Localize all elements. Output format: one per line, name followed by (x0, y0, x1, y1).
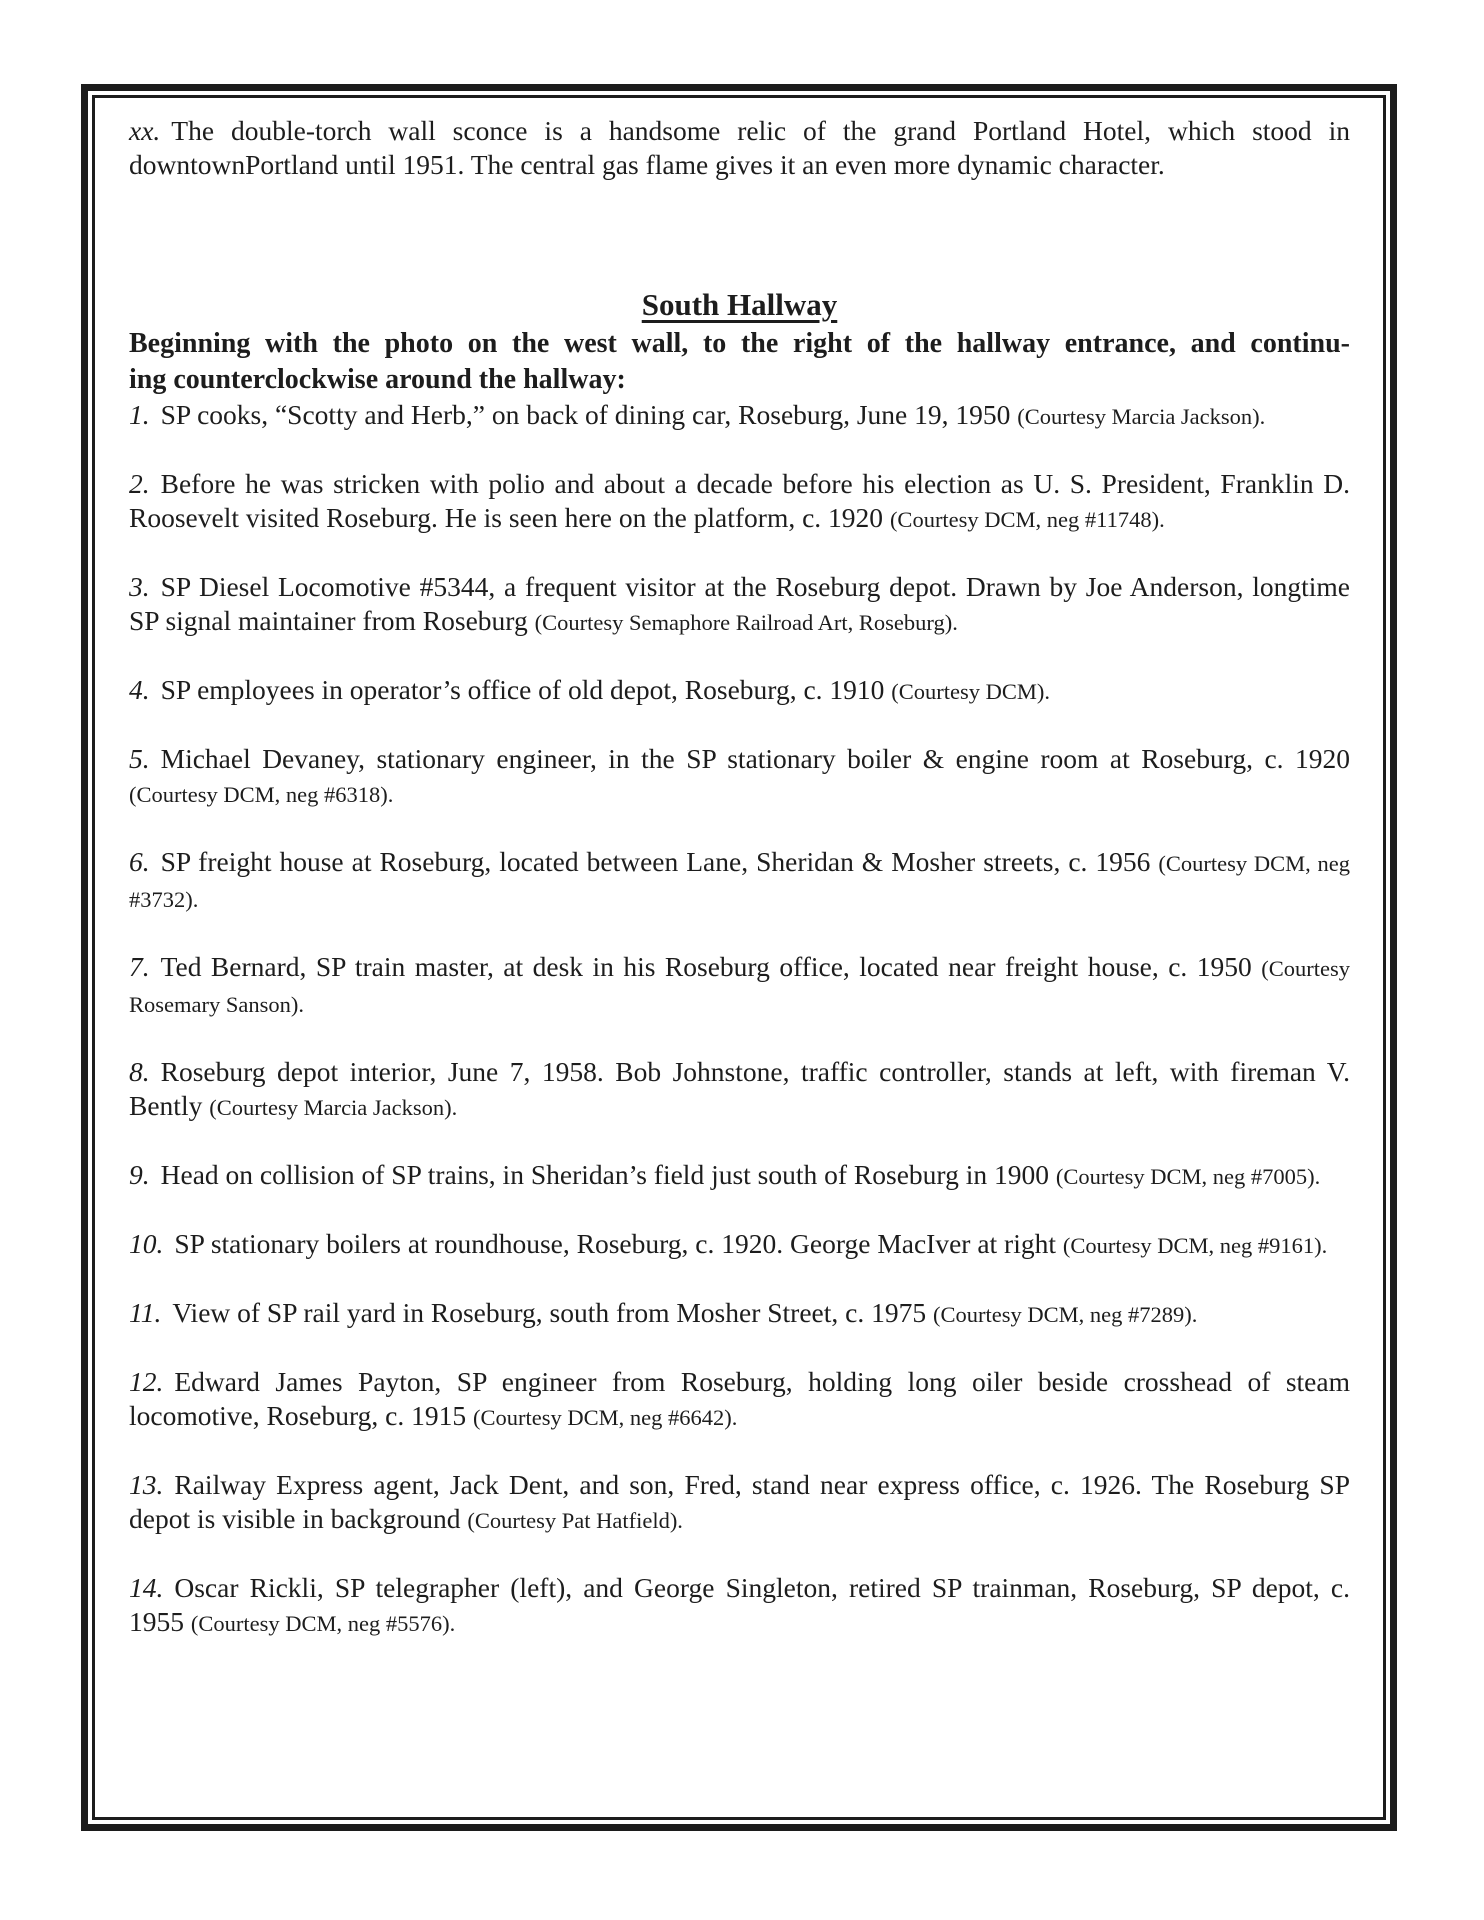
section-instruction (129, 326, 1350, 398)
item-number: 7. (129, 951, 150, 982)
photo-list-item (129, 950, 1350, 1022)
item-courtesy: (Courtesy DCM, neg #6318). (129, 782, 394, 807)
item-text: SP freight house at Roseburg, located between Lane, Sheridan & Mosher streets, c. 1956 (160, 846, 1151, 877)
intro-note (129, 114, 1350, 182)
item-text: Oscar Rickli, SP telegrapher (left), and George Singleton, retired SP trainman, Roseburg, SP depot, c. 1955 (129, 1572, 1350, 1637)
item-courtesy: (Courtesy DCM, neg #9161). (1062, 1233, 1328, 1258)
photo-list-item (129, 742, 1350, 812)
item-text: SP employees in operator’s office of old depot, Roseburg, c. 1910 (160, 674, 885, 705)
item-number: 2. (129, 468, 150, 499)
item-courtesy: (Courtesy DCM, neg #7289). (932, 1302, 1198, 1327)
item-number: 11. (129, 1297, 162, 1328)
photo-list-item (129, 1571, 1350, 1641)
item-number: 14. (129, 1572, 164, 1603)
item-courtesy: (Courtesy DCM, neg #3732). (129, 851, 1350, 912)
item-text: Michael Devaney, stationary engineer, in the SP stationary boiler & engine room at Roseburg, c. 1920 (160, 743, 1350, 774)
item-text: Roseburg depot interior, June 7, 1958. Bob Johnstone, traffic controller, stands at left, with fireman V. Bently (129, 1056, 1350, 1121)
item-courtesy: (Courtesy Pat Hatfield). (467, 1508, 683, 1533)
page-border-frame (81, 84, 1397, 1831)
item-number: 5. (129, 743, 150, 774)
photo-list-item (129, 1296, 1350, 1332)
photo-list-item (129, 1468, 1350, 1538)
photo-list (129, 398, 1350, 1641)
intro-note-text: The double-torch wall sconce is a handsome relic of the grand Portland Hotel, which stood in downtownPortland until 1951. The central gas flame gives it an even more dynamic character. (129, 115, 1350, 180)
item-courtesy: (Courtesy DCM, neg #6642). (472, 1405, 738, 1430)
item-courtesy: (Courtesy DCM, neg #5576). (190, 1611, 456, 1636)
photo-list-item (129, 845, 1350, 917)
intro-note-label: xx. (129, 115, 161, 146)
photo-list-item (129, 398, 1350, 434)
photo-list-item (129, 1158, 1350, 1194)
item-text: SP Diesel Locomotive #5344, a frequent visitor at the Roseburg depot. Drawn by Joe Anderson, longtime SP signal maintainer from Roseburg (129, 571, 1350, 636)
item-text: Head on collision of SP trains, in Sheridan’s field just south of Roseburg in 1900 (160, 1159, 1049, 1190)
item-text: Edward James Payton, SP engineer from Roseburg, holding long oiler beside crosshead of steam locomotive, Roseburg, c. 1915 (129, 1366, 1350, 1431)
item-courtesy: (Courtesy DCM). (891, 679, 1051, 704)
item-courtesy: (Courtesy Marcia Jackson). (209, 1095, 458, 1120)
photo-list-item (129, 673, 1350, 709)
photo-list-item (129, 570, 1350, 640)
item-text: Ted Bernard, SP train master, at desk in his Roseburg office, located near freight house, c. 1950 (160, 951, 1252, 982)
item-number: 12. (129, 1366, 164, 1397)
section-instruction-line2: ing counterclockwise around the hallway: (129, 364, 626, 395)
item-courtesy: (Courtesy Marcia Jackson). (1017, 404, 1266, 429)
item-number: 10. (129, 1228, 164, 1259)
item-courtesy: (Courtesy Rosemary Sanson). (129, 956, 1351, 1017)
item-number: 8. (129, 1056, 150, 1087)
photo-list-item (129, 467, 1350, 537)
item-text: SP cooks, “Scotty and Herb,” on back of dining car, Roseburg, June 19, 1950 (160, 399, 1011, 430)
item-courtesy: (Courtesy DCM, neg #7005). (1055, 1164, 1321, 1189)
item-number: 3. (129, 571, 150, 602)
section-instruction-line1: Beginning with the photo on the west wall, to the right of the hallway entrance, and continu- (129, 328, 1350, 359)
item-number: 4. (129, 674, 150, 705)
item-number: 9. (129, 1159, 150, 1190)
item-number: 1. (129, 399, 150, 430)
section-title (129, 284, 1350, 326)
photo-list-item (129, 1055, 1350, 1125)
item-text: Railway Express agent, Jack Dent, and son, Fred, stand near express office, c. 1926. The Roseburg SP depot is visible in background (129, 1469, 1350, 1534)
item-number: 13. (129, 1469, 164, 1500)
item-text: SP stationary boilers at roundhouse, Roseburg, c. 1920. George MacIver at right (174, 1228, 1056, 1259)
page-inner-border (92, 95, 1386, 1820)
section-title-text: South Hallway (641, 287, 838, 322)
item-number: 6. (129, 846, 150, 877)
photo-list-item (129, 1365, 1350, 1435)
item-text: View of SP rail yard in Roseburg, south from Mosher Street, c. 1975 (172, 1297, 927, 1328)
item-text: Before he was stricken with polio and about a decade before his election as U. S. President, Franklin D. Roosevelt visited Roseburg. He is seen here on the platform, c. 1920 (129, 468, 1350, 533)
item-courtesy: (Courtesy DCM, neg #11748). (889, 507, 1165, 532)
item-courtesy: (Courtesy Semaphore Railroad Art, Roseburg). (534, 610, 958, 635)
photo-list-item (129, 1227, 1350, 1263)
